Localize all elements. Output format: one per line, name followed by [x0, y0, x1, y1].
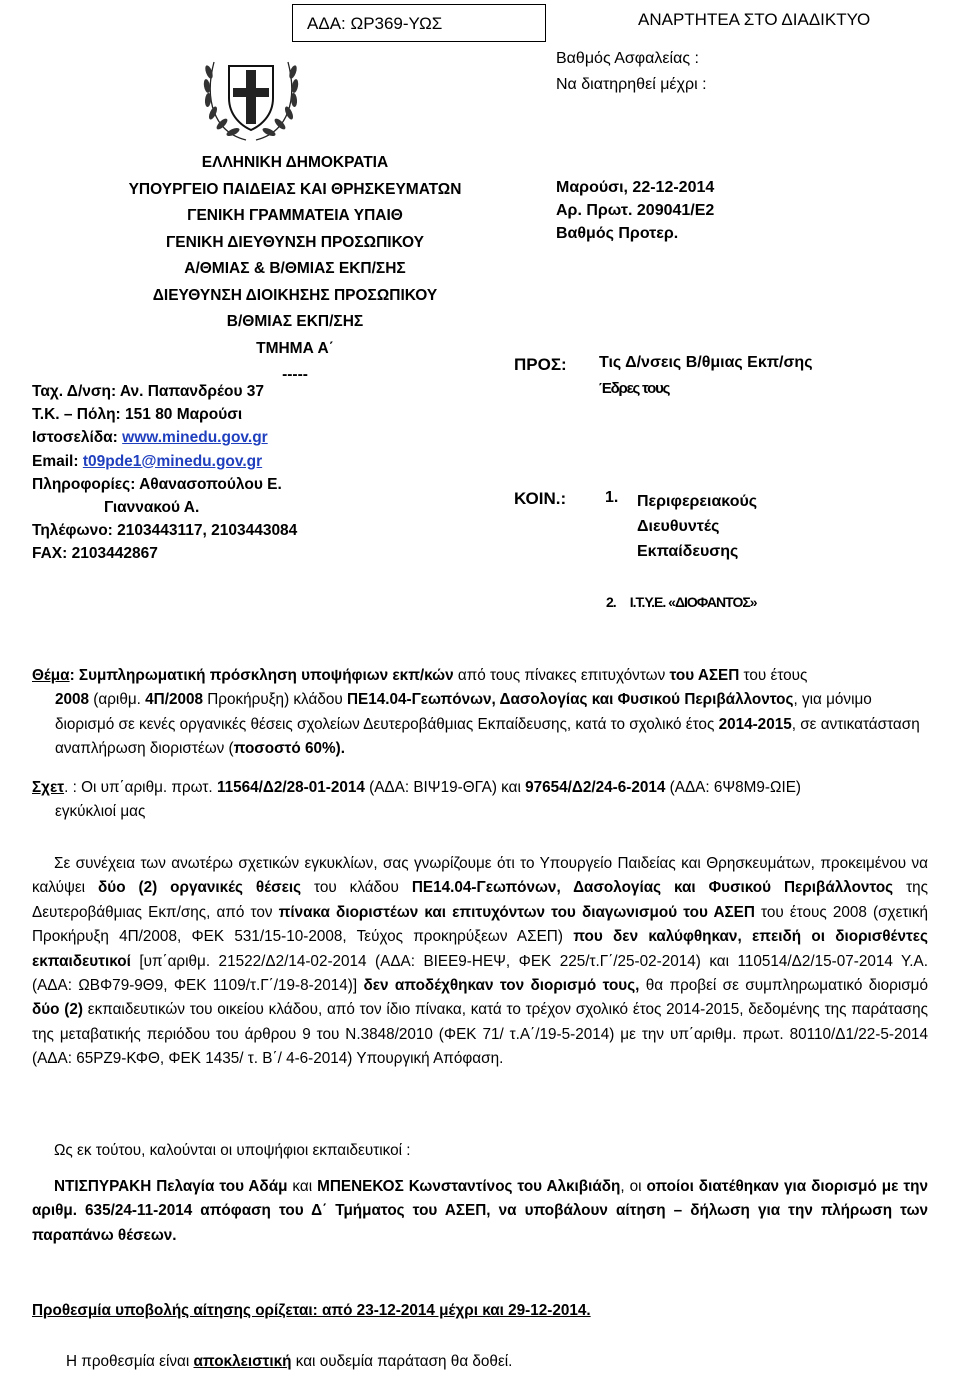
reference-label: Σχετ	[32, 779, 65, 796]
subject-text: , σε αντικατάσταση αναπλήρωση διοριστέων (	[55, 715, 920, 758]
subject-text: : Συμπληρωματική πρόσκληση υποψήφιων εκπ/κών	[69, 667, 454, 684]
authority-line: -----	[282, 366, 308, 383]
reference-paragraph	[32, 776, 928, 825]
to-recipient-2: Έδρες τους	[599, 380, 670, 397]
subject-text: 2008	[55, 691, 90, 709]
body-paragraph	[32, 852, 928, 1072]
to-recipient: Τις Δ/νσεις Β/θμιας Εκπ/σης	[599, 354, 813, 371]
authority-line: ΔΙΕΥΘΥΝΣΗ ΔΙΟΙΚΗΣΗΣ ΠΡΟΣΩΠΙΚΟΥ	[152, 286, 438, 304]
body-text: ΠΕ14.04-Γεωπόνων, Δασολογίας και Φυσικού Περιβάλλοντος	[411, 879, 894, 897]
final-note	[66, 1350, 960, 1374]
website-row	[32, 426, 297, 449]
cc-item-line: Περιφερειακούς	[637, 493, 758, 510]
body-text: θα προβεί σε συμπληρωματικό διορισμό	[639, 977, 928, 995]
subject-text: ΠΕ14.04-Γεωπόνων, Δασολογίας και Φυσικού Περιβάλλοντος	[346, 691, 794, 709]
body-text: αποκλειστική	[193, 1353, 292, 1370]
postal-code: Τ.Κ. – Πόλη: 151 80 Μαρούσι	[32, 406, 243, 424]
website-label: Ιστοσελίδα:	[32, 429, 123, 447]
keep-until: Να διατηρηθεί μέχρι :	[556, 76, 707, 93]
body-text: και	[287, 1178, 318, 1195]
body-text: εκπαιδευτικών του οικείου κλάδου, από τον ίδιο πίνακα, κατά το τρέχον σχολικό έτος 2014-2015, δεδομένης της παράτασης της μεταβατικής περιόδου του άρθρου 9 του Ν.3848/2010 (ΦΕΚ 71/ τ.Α΄/19-5-2014) με την υπ΄αριθμ. πρωτ. 80110/Δ1/22-5-2014 (ΑΔΑ: 65ΡΖ9-ΚΦΘ, ΦΕΚ 1435/ τ. Β΄/ 4-6-2014) Υπουργική Απόφαση.	[32, 1001, 928, 1068]
body-text: που δεν καλύφθηκαν, επειδή οι διορισθέντες εκπαιδευτικοί	[32, 928, 928, 970]
authority-block	[110, 150, 480, 389]
email-link[interactable]: t09pde1@minedu.gov.gr	[82, 452, 263, 470]
cc-item-text: Ι.Τ.Υ.Ε. «ΔΙΟΦΑΝΤΟΣ»	[629, 594, 757, 610]
phone: Τηλέφωνο: 2103443117, 2103443084	[32, 522, 298, 540]
candidates-paragraph	[32, 1175, 928, 1248]
authority-line: ΤΜΗΜΑ Α΄	[256, 339, 334, 357]
address: Ταχ. Δ/νση: Αν. Παπανδρέου 37	[32, 383, 265, 400]
subject-text: (αριθμ.	[89, 691, 146, 709]
authority-line: ΓΕΝΙΚΗ ΔΙΕΥΘΥΝΣΗ ΠΡΟΣΩΠΙΚΟΥ	[165, 233, 425, 251]
body-text: του κλάδου	[301, 879, 412, 897]
cc-item-line: Διευθυντές	[637, 518, 720, 535]
greek-coat-of-arms-icon	[196, 40, 306, 146]
reference-text: 97654/Δ2/24-6-2014	[525, 779, 666, 796]
subject-text: ποσοστό 60%).	[233, 740, 345, 758]
body-text: , οι	[620, 1178, 647, 1195]
authority-line: Β/ΘΜΙΑΣ ΕΚΠ/ΣΗΣ	[226, 313, 364, 330]
subject-label: Θέμα	[32, 667, 70, 684]
ada-box: ΑΔΑ: ΩΡ369-ΥΩΣ	[292, 4, 546, 42]
body-text: δύο (2)	[32, 1001, 83, 1019]
authority-line: Α/ΘΜΙΑΣ & Β/ΘΜΙΑΣ ΕΚΠ/ΣΗΣ	[184, 260, 406, 277]
email-row	[32, 450, 297, 473]
subject-text: του ΑΣΕΠ	[669, 667, 740, 684]
body-text: οποίοι διατέθηκαν για διορισμό με την αριθμ. 635/24-11-2014 απόφαση του Δ΄ Τμήματος του ΑΣΕΠ, να υποβάλουν αίτηση – δήλωση για την πλήρωση των παραπάνω θέσεων.	[32, 1178, 929, 1244]
posted-label: ΑΝΑΡΤΗΤΕΑ ΣΤΟ ΔΙΑΔΙΚΤΥΟ	[638, 10, 871, 29]
deadline: Προθεσμία υποβολής αίτησης ορίζεται: από 23-12-2014 μέχρι και 29-12-2014.	[32, 1302, 591, 1319]
reference-text: (ΑΔΑ: ΒΙΨ19-ΘΓΑ) και	[364, 779, 526, 796]
subject-continuation	[32, 688, 928, 761]
reference-text: 11564/Δ2/28-01-2014	[216, 779, 365, 796]
body-text: της Δευτεροβάθμιας Εκπ/σης, από τον	[32, 879, 929, 921]
authority-line: ΥΠΟΥΡΓΕΙΟ ΠΑΙΔΕΙΑΣ ΚΑΙ ΘΡΗΣΚΕΥΜΑΤΩΝ	[128, 180, 462, 198]
authority-line: ΓΕΝΙΚΗ ΓΡΑΜΜΑΤΕΙΑ ΥΠΑΙΘ	[187, 207, 403, 224]
fax: FAX: 2103442867	[32, 545, 158, 563]
cc-item	[637, 489, 757, 564]
reference-text: (ΑΔΑ: 6Ψ8Μ9-ΩΙΕ)	[665, 779, 801, 796]
body-text: δύο (2) οργανικές θέσεις	[98, 879, 302, 897]
priority: Βαθμός Προτερ.	[556, 225, 679, 242]
cc-label: ΚΟΙΝ.:	[514, 489, 567, 508]
body-text: και ουδεμία παράταση θα δοθεί.	[291, 1353, 513, 1370]
subject-text: από τους πίνακες επιτυχόντων	[453, 667, 670, 684]
reference-continuation: εγκύκλιοί μας	[55, 803, 146, 821]
subject-text: , για μόνιμο διορισμό σε κενές οργανικές θέσεις σχολείων Δευτεροβάθμιας Εκπαίδευσης, κατά το σχολικό έτος	[55, 691, 872, 733]
body-text: του έτους 2008 (σχετική Προκήρυξη 4Π/2008, ΦΕΚ 531/15-10-2008, Τεύχος προκηρύξεων ΑΣΕΠ)	[32, 903, 928, 946]
subject-text: του έτους	[739, 667, 808, 684]
cc-item-number: 1.	[605, 489, 619, 506]
doc-meta	[556, 176, 714, 245]
info-contact-2: Γιαννακού Α.	[104, 499, 200, 517]
subject-text: 2014-2015	[718, 715, 792, 733]
body-text: δεν αποδέχθηκαν τον διορισμό τους,	[363, 977, 640, 995]
to-label: ΠΡΟΣ:	[514, 355, 567, 374]
authority-line: ΕΛΛΗΝΙΚΗ ΔΗΜΟΚΡΑΤΙΑ	[201, 154, 389, 171]
protocol-number: Αρ. Πρωτ. 209041/Ε2	[556, 202, 715, 219]
contact-block	[32, 380, 297, 566]
subject-text: 4Π/2008	[145, 691, 203, 709]
security-degree: Βαθμός Ασφαλείας :	[556, 50, 699, 67]
cc-item-line: Εκπαίδευσης	[637, 543, 739, 560]
body-text: Σε συνέχεια των ανωτέρω σχετικών εγκυκλίων, σας γνωρίζουμε ότι το Υπουργείο Παιδείας και Θρησκευμάτων, προκειμένου να καλύψει	[32, 855, 928, 897]
cc-item-number: 2.	[606, 594, 616, 610]
doc-date: Μαρούσι, 22-12-2014	[556, 179, 715, 196]
candidate-name: ΝΤΙΣΠΥΡΑΚΗ Πελαγία του Αδάμ	[54, 1178, 288, 1195]
subject-paragraph	[32, 664, 928, 762]
invitation-line: Ως εκ τούτου, καλούνται οι υποψήφιοι εκπαιδευτικοί :	[54, 1142, 411, 1159]
email-label: Email:	[32, 452, 83, 470]
cc-item-2	[606, 594, 757, 610]
body-text: [υπ΄αριθμ. 21522/Δ2/14-02-2014 (ΑΔΑ: ΒΙΕΕ9-ΗΕΨ, ΦΕΚ 225/τ.Γ΄/25-02-2014) και 110514/Δ2/15-07-2014 Υ.Α. (ΑΔΑ: ΩΒΦ79-9Θ9, ΦΕΚ 1109/τ.Γ΄/19-8-2014)]	[32, 952, 928, 995]
info-contact: Πληροφορίες: Αθανασοπούλου Ε.	[32, 475, 282, 493]
candidate-name: ΜΠΕΝΕΚΟΣ Κωνσταντίνος του Αλκιβιάδη	[317, 1178, 621, 1195]
body-text: πίνακα διοριστέων και επιτυχόντων του διαγωνισμού του ΑΣΕΠ	[278, 903, 755, 921]
body-text: Η προθεσμία είναι	[66, 1353, 194, 1370]
website-link[interactable]: www.minedu.gov.gr	[122, 429, 268, 447]
reference-text: . : Οι υπ΄αριθμ. πρωτ.	[64, 779, 217, 796]
subject-text: Προκήρυξη) κλάδου	[202, 691, 347, 709]
